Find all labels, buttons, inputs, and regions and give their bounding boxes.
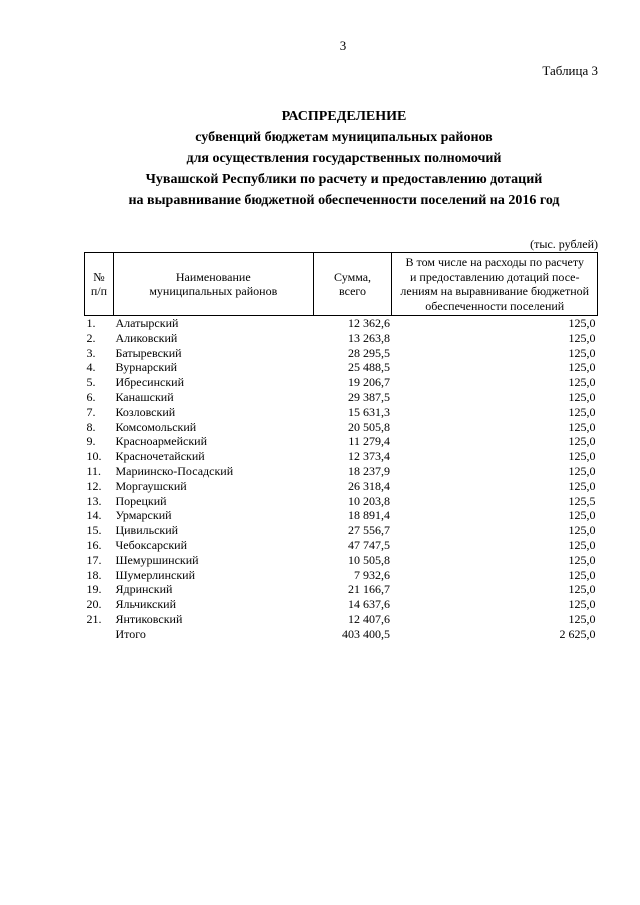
cell-name: Аликовский [115,330,178,345]
table-row [85,479,598,494]
cell-sum: 20 505,8 [347,419,390,434]
cell-name: Батыревский [115,345,182,360]
table-row [85,375,598,390]
cell-part: 125,0 [568,404,596,419]
table-label: Таблица 3 [542,63,598,78]
cell-sum: 18 891,4 [347,508,390,523]
cell-sum: 7 932,6 [353,567,390,582]
cell-part: 125,0 [568,597,596,612]
table-row [85,508,598,523]
cell-num: 18. [86,567,102,582]
title-line-5: на выравнивание бюджетной обеспеченности поселений на 2016 год [128,193,560,208]
header-name [113,253,313,316]
cell-part: 125,0 [568,449,596,464]
header-part-line-1: В том числе на расходы по расчету [405,255,584,269]
cell-sum: 15 631,3 [347,404,390,419]
header-name-line-1: Наименование [175,269,251,284]
cell-num: 9. [86,434,96,449]
cell-part: 125,0 [568,537,596,552]
cell-num: 21. [86,611,102,626]
cell-num: 20. [86,597,102,612]
header-part-line-2: и предоставлению дотаций посе- [409,269,580,284]
cell-part: 125,0 [568,611,596,626]
title-line-2: субвенций бюджетам муниципальных районов [195,130,493,145]
table-row [85,434,598,449]
cell-part: 125,5 [568,493,596,508]
cell-sum: 18 237,9 [347,463,390,478]
cell-sum: 28 295,5 [347,345,390,360]
cell-name: Канашский [115,389,174,404]
cell-part: 125,0 [568,360,596,375]
cell-part: 125,0 [568,316,596,330]
header-part-line-4: обеспеченности поселений [425,298,565,313]
units-note: (тыс. рублей) [530,237,598,251]
cell-part: 125,0 [568,419,596,434]
cell-sum: 403 400,5 [341,626,390,641]
cell-name: Шемуршинский [115,552,199,567]
cell-part: 125,0 [568,375,596,390]
header-num [85,253,114,316]
cell-num: 8. [86,419,96,434]
table-row [85,346,598,361]
cell-name: Ядринский [115,582,173,597]
cell-sum: 29 387,5 [347,389,390,404]
cell-name: Красночетайский [115,449,205,464]
header-num-line-2: п/п [90,284,108,298]
cell-sum: 12 373,4 [347,449,390,464]
cell-sum: 11 279,4 [348,434,390,449]
cell-name: Янтиковский [115,611,183,626]
header-sum [313,253,392,316]
cell-sum: 21 166,7 [347,582,390,597]
cell-sum: 47 747,5 [347,537,390,552]
table-row [85,449,598,464]
table-row [85,523,598,538]
cell-name: Урмарский [115,508,172,523]
cell-num: 10. [86,449,102,464]
cell-name: Вурнарский [115,360,178,375]
table-row [85,568,598,583]
cell-name: Яльчикский [115,597,176,612]
header-num-line-1: № [93,269,105,284]
cell-num: 13. [86,493,102,508]
table-row [85,464,598,479]
table-row [85,390,598,405]
cell-sum: 25 488,5 [347,360,390,375]
header-name-line-2: муниципальных районов [149,284,278,298]
cell-part: 125,0 [568,434,596,449]
cell-name: Цивильский [115,523,179,538]
distribution-table [84,252,598,642]
cell-sum: 27 556,7 [347,523,390,538]
cell-sum: 14 637,6 [347,597,390,612]
page-number: 3 [339,38,347,53]
table-row [85,538,598,553]
table-row [85,331,598,346]
cell-name: Порецкий [115,493,167,508]
cell-num: 1. [86,316,96,330]
cell-name: Мариинско-Посадский [115,463,234,478]
cell-part: 125,0 [568,330,596,345]
cell-sum: 10 505,8 [347,552,390,567]
header-part-line-3: лениям на выравнивание бюджетной [400,284,590,298]
cell-name: Моргаушский [115,478,187,493]
cell-part: 125,0 [568,567,596,582]
title-line-4: Чувашской Республики по расчету и предоставлению дотаций [145,172,543,187]
table-row [85,553,598,568]
cell-part: 125,0 [568,345,596,360]
cell-num [85,627,114,642]
cell-part: 125,0 [568,478,596,493]
cell-name: Козловский [115,404,176,419]
document-title [0,106,640,211]
cell-name: Красноармейский [115,434,208,449]
cell-num: 15. [86,523,102,538]
header-part [392,253,598,316]
title-line-1: РАСПРЕДЕЛЕНИЕ [281,109,407,124]
table-row [85,582,598,597]
cell-part: 125,0 [568,463,596,478]
table-row [85,316,598,331]
cell-num: 11. [86,463,102,478]
table-row [85,420,598,435]
cell-num: 6. [86,389,96,404]
cell-num: 2. [86,330,96,345]
cell-name: Итого [115,626,146,641]
header-sum-line-2: всего [339,284,367,298]
cell-num: 19. [86,582,102,597]
cell-part: 125,0 [568,508,596,523]
table-row [85,405,598,420]
cell-name: Комсомольский [115,419,197,434]
cell-part: 125,0 [568,552,596,567]
total-row [85,627,598,642]
cell-part: 125,0 [568,582,596,597]
cell-sum: 12 407,6 [347,611,390,626]
header-sum-line-1: Сумма, [334,269,372,284]
cell-name: Шумерлинский [115,567,195,582]
cell-num: 16. [86,537,102,552]
table-row [85,612,598,627]
cell-part: 125,0 [568,389,596,404]
cell-part: 2 625,0 [559,626,596,641]
cell-num: 12. [86,478,102,493]
cell-num: 3. [86,345,96,360]
cell-name: Алатырский [115,316,179,330]
table-body [85,316,598,642]
cell-part: 125,0 [568,523,596,538]
cell-num: 5. [86,375,96,390]
cell-name: Ибресинский [115,375,185,390]
cell-sum: 19 206,7 [347,375,390,390]
cell-num: 17. [86,552,102,567]
title-line-3: для осуществления государственных полномочий [186,151,502,166]
table-header [85,253,598,316]
cell-sum: 13 263,8 [347,330,390,345]
cell-sum: 26 318,4 [347,478,390,493]
cell-num: 14. [86,508,102,523]
cell-sum: 12 362,6 [347,316,390,330]
table-row [85,494,598,509]
cell-num: 4. [86,360,96,375]
cell-sum: 10 203,8 [347,493,390,508]
cell-num: 7. [86,404,96,419]
table-row [85,597,598,612]
cell-name: Чебоксарский [115,537,188,552]
table-row [85,360,598,375]
